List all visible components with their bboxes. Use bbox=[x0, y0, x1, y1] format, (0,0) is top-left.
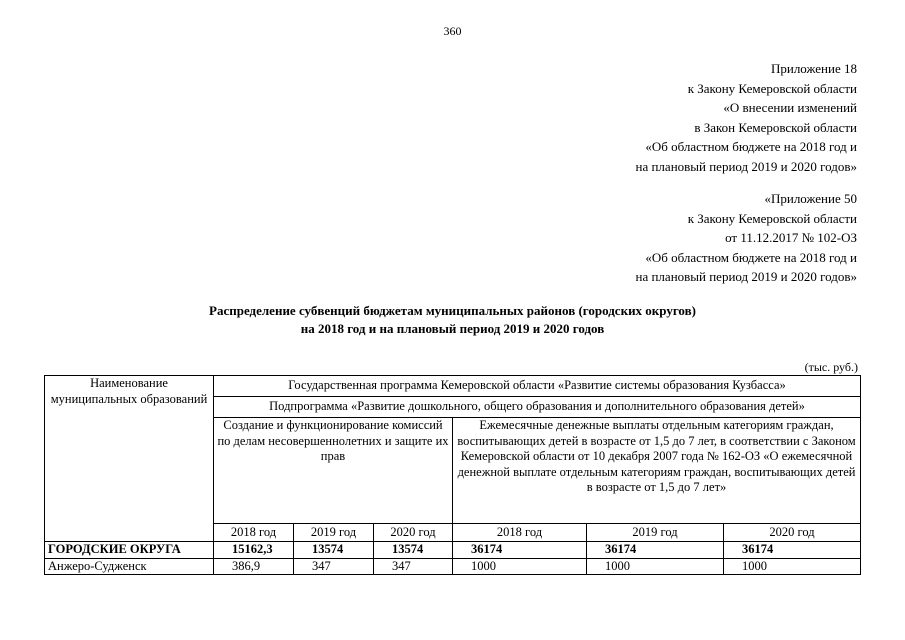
appendix-line: «Об областном бюджете на 2018 год и bbox=[645, 249, 857, 265]
appendix-line: «Приложение 50 bbox=[764, 191, 857, 206]
row-value: 36174 bbox=[453, 542, 587, 559]
page-number: 360 bbox=[443, 24, 462, 38]
appendix-line: в Закон Кемеровской области bbox=[694, 119, 857, 135]
row-value: 13574 bbox=[294, 542, 374, 559]
row-name: ГОРОДСКИЕ ОКРУГА bbox=[45, 542, 214, 559]
row-value: 386,9 bbox=[214, 558, 294, 575]
subsidy-table bbox=[44, 375, 861, 575]
title-line: на 2018 год и на плановый период 2019 и 2020 годов bbox=[300, 321, 605, 336]
table-row bbox=[45, 558, 861, 575]
row-value: 15162,3 bbox=[214, 542, 294, 559]
title-line: Распределение субвенций бюджетам муниципальных районов (городских округов) bbox=[209, 303, 696, 318]
column-group-commissions: Создание и функционирование комиссий по делам несовершеннолетних и защите их прав bbox=[214, 418, 453, 524]
year-header: 2018 год bbox=[453, 524, 587, 542]
appendix-line: к Закону Кемеровской области bbox=[687, 210, 857, 226]
year-header: 2020 год bbox=[374, 524, 453, 542]
appendix-line: Приложение 18 bbox=[770, 61, 857, 76]
year-header: 2019 год bbox=[587, 524, 724, 542]
row-value: 1000 bbox=[453, 558, 587, 575]
units-label: (тыс. руб.) bbox=[804, 360, 858, 374]
row-value: 347 bbox=[294, 558, 374, 575]
row-value: 36174 bbox=[587, 542, 724, 559]
appendix-line: на плановый период 2019 и 2020 годов» bbox=[635, 158, 857, 174]
appendix-50-block bbox=[636, 189, 858, 287]
program-header: Государственная программа Кемеровской области «Развитие системы образования Кузбасса» bbox=[214, 376, 861, 397]
appendix-line: на плановый период 2019 и 2020 годов» bbox=[635, 269, 857, 285]
document-title bbox=[0, 302, 905, 338]
subprogram-header: Подпрограмма «Развитие дошкольного, общего образования и дополнительного образования детей» bbox=[214, 397, 861, 418]
table-row bbox=[45, 542, 861, 559]
header-name-cell: Наименование муниципальных образований bbox=[45, 376, 214, 542]
row-value: 13574 bbox=[374, 542, 453, 559]
row-value: 36174 bbox=[724, 542, 861, 559]
year-header: 2020 год bbox=[724, 524, 861, 542]
row-value: 1000 bbox=[587, 558, 724, 575]
appendix-line: «О внесении изменений bbox=[723, 100, 857, 116]
row-value: 1000 bbox=[724, 558, 861, 575]
appendix-line: от 11.12.2017 № 102-ОЗ bbox=[725, 230, 857, 246]
appendix-line: к Закону Кемеровской области bbox=[687, 80, 857, 96]
appendix-line: «Об областном бюджете на 2018 год и bbox=[645, 139, 857, 155]
year-header: 2018 год bbox=[214, 524, 294, 542]
column-group-monthly-payments: Ежемесячные денежные выплаты отдельным категориям граждан, воспитывающих детей в возрасте от 1,5 до 7 лет, в соответствии с Законом Кемеровской области от 10 декабря 2007 года № 162-ОЗ «О ежемесячной денежной выплате отдельным категориям граждан, воспитывающих детей в возрасте от 1,5 до 7 лет» bbox=[453, 418, 861, 524]
appendix-18-block bbox=[636, 59, 858, 177]
row-name: Анжеро-Судженск bbox=[45, 558, 214, 575]
year-header: 2019 год bbox=[294, 524, 374, 542]
row-value: 347 bbox=[374, 558, 453, 575]
